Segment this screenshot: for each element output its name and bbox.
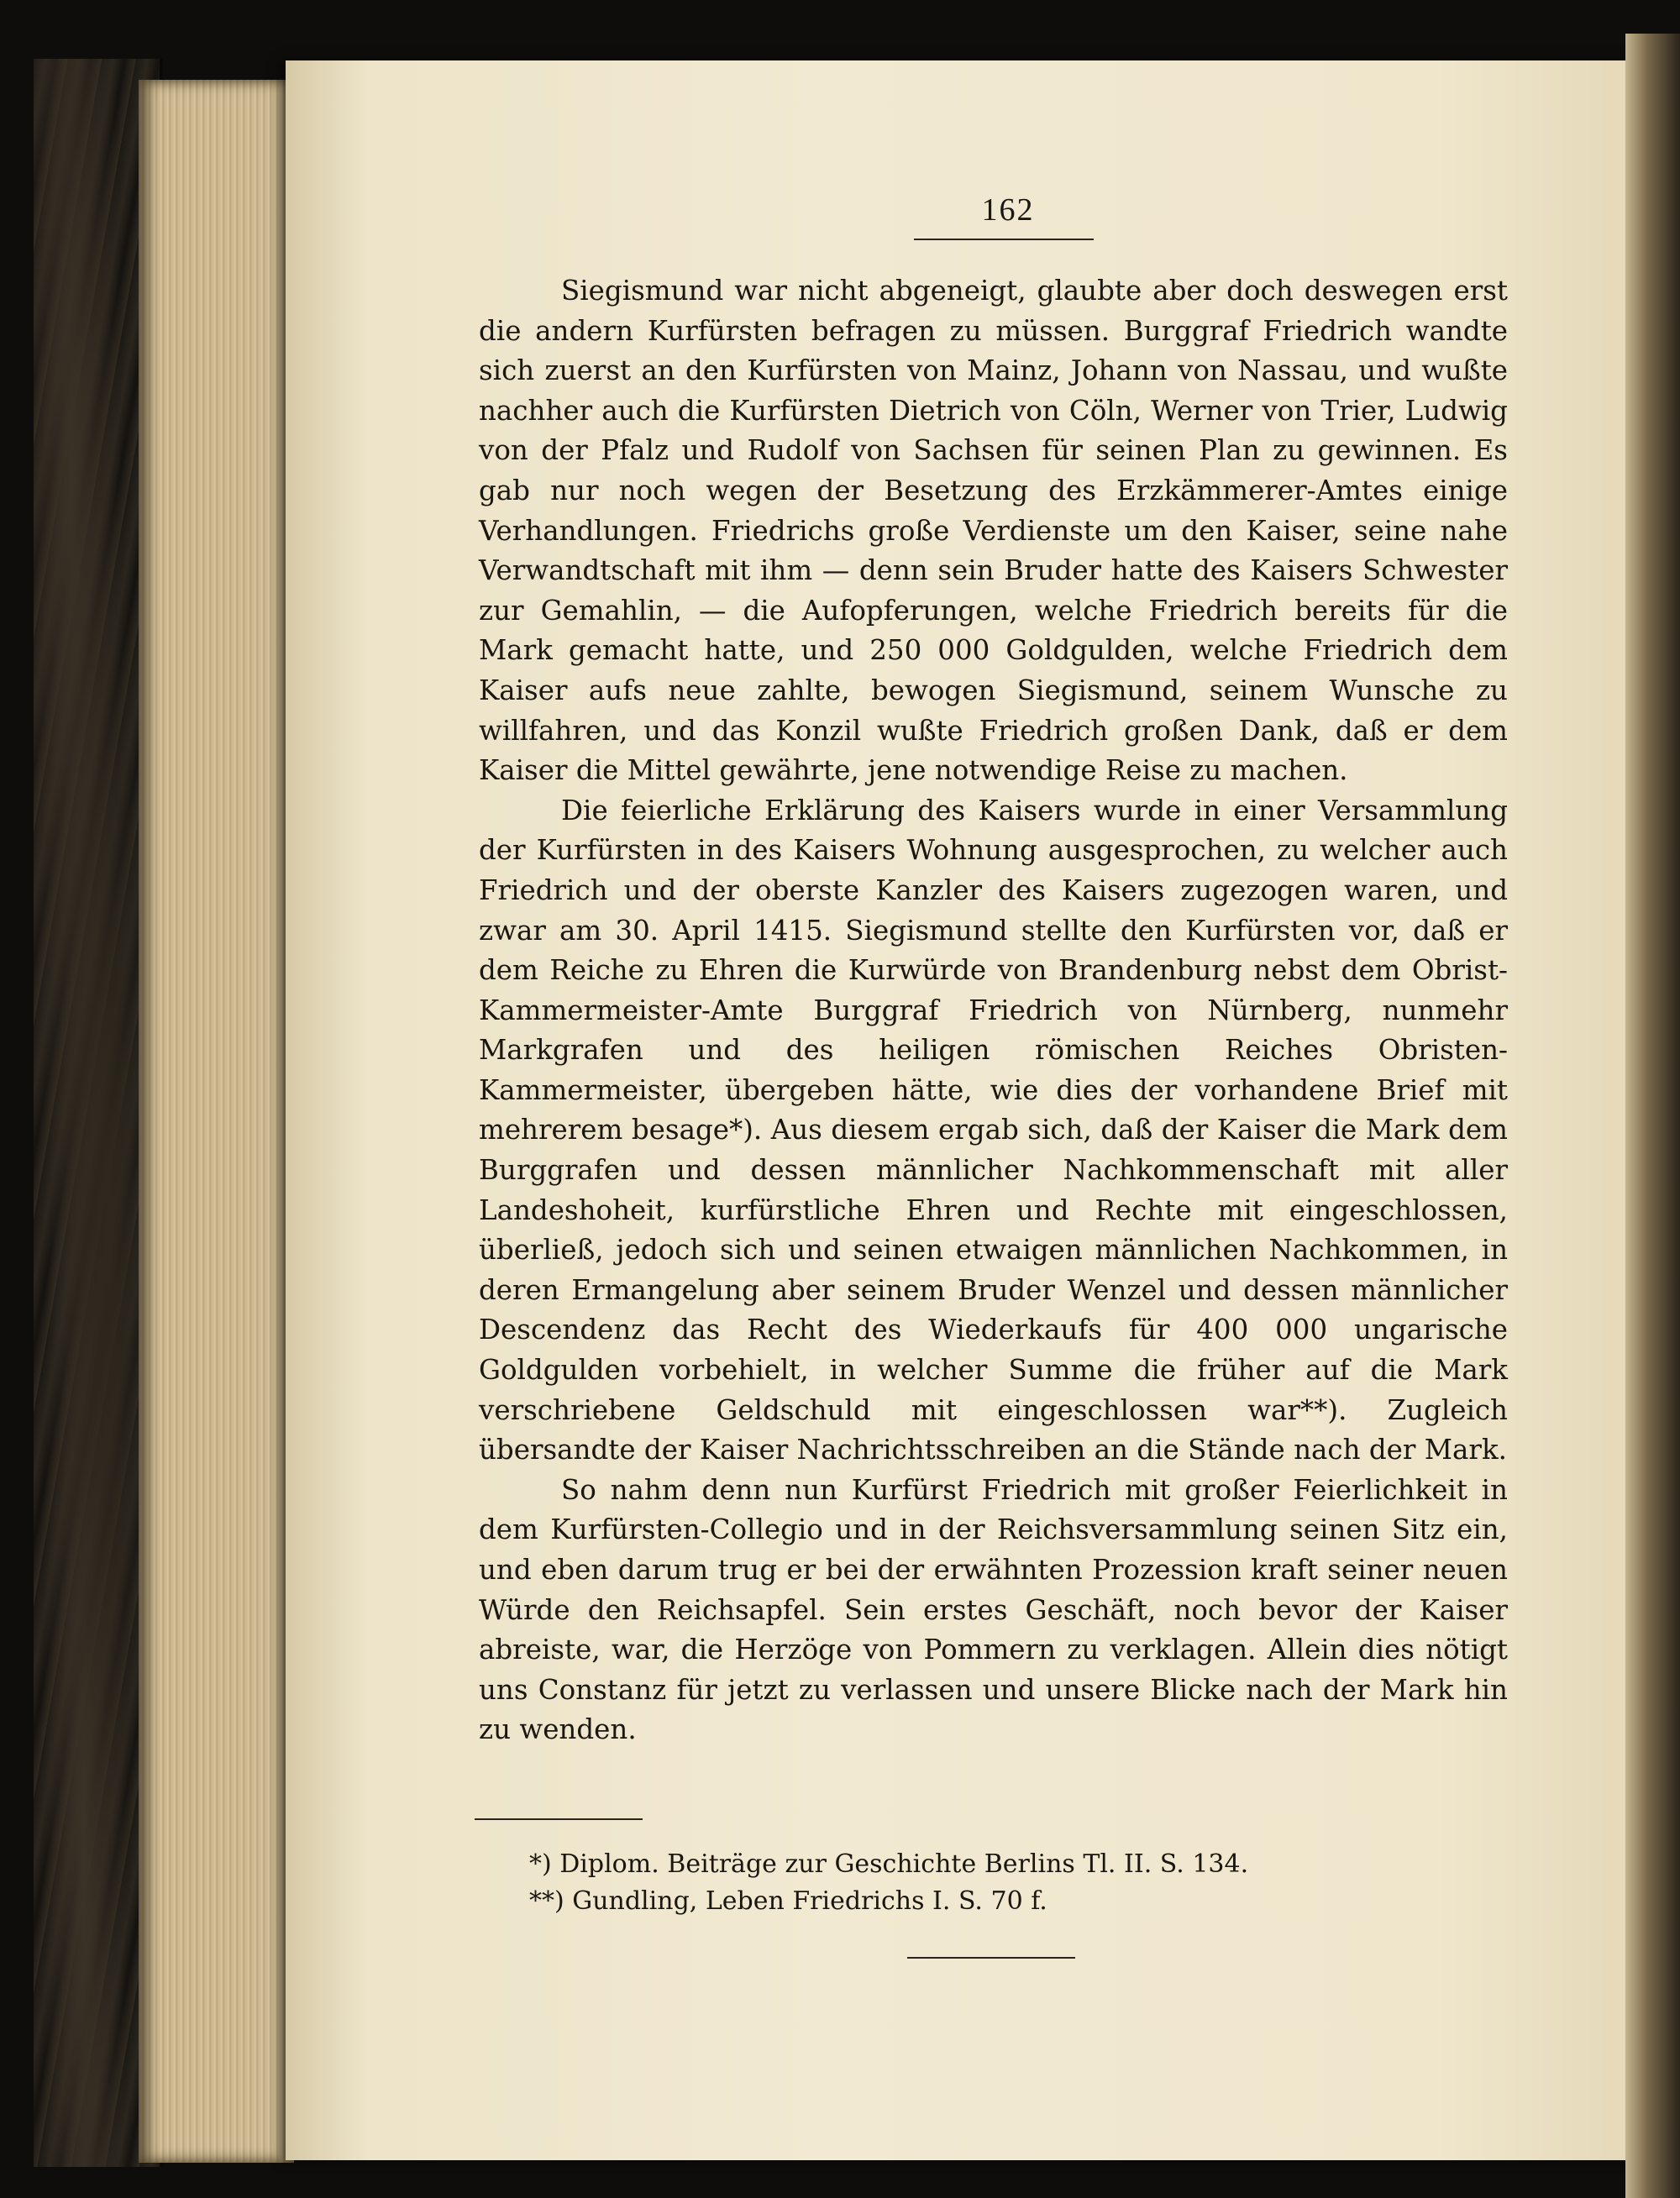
- footnote-separator: [475, 1818, 643, 1820]
- end-rule: [907, 1957, 1075, 1959]
- footnote: **) Gundling, Leben Friedrichs I. S. 70 f.: [529, 1886, 1047, 1916]
- body-text: [479, 271, 1508, 1750]
- footnotes: [529, 1846, 1537, 1920]
- page-number: 162: [981, 192, 1035, 228]
- page-number-rule: [914, 239, 1094, 240]
- paragraph: Die feierliche Erklärung des Kaisers wurde in einer Versammlung der Kurfürsten in des Kaisers Wohnung ausgesprochen, zu welcher auch Friedrich und der oberste Kanzler des Kaisers zugezogen waren, und zwar am 30. April 1415. Siegismund stellte den Kurfürsten vor, daß er dem Reiche zu Ehren die Kurwürde von Brandenburg nebst dem Obrist-Kammermeister-Amte Burggraf Friedrich von Nürnberg, nunmehr Markgrafen und des heiligen römischen Reiches Obristen-Kammermeister, übergeben hätte, wie dies der vorhandene Brief mit mehrerem besage*). Aus diesem ergab sich, daß der Kaiser die Mark dem Burggrafen und dessen männlicher Nachkommenschaft mit aller Landeshoheit, kurfürstliche Ehren und Rechte mit eingeschlossen, überließ, jedoch sich und seinen etwaigen männlichen Nachkommen, in deren Ermangelung aber seinem Bruder Wenzel und dessen männlicher Descendenz das Recht des Wiederkaufs für 400 000 ungarische Goldgulden vorbehielt, in welcher Summe die früher auf die Mark verschriebene Geldschuld mit eingeschlossen war**). Zugleich übersandte der Kaiser Nachrichtsschreiben an die Stände nach der Mark.: [479, 794, 1508, 1466]
- footnote: *) Diplom. Beiträge zur Geschichte Berlins Tl. II. S. 134.: [529, 1849, 1249, 1879]
- paragraph: So nahm denn nun Kurfürst Friedrich mit großer Feierlichkeit in dem Kurfürsten-Collegio und in der Reichsversammlung seinen Sitz ein, und eben darum trug er bei der erwähnten Prozession kraft seiner neuen Würde den Reichsapfel. Sein erstes Geschäft, noch bevor der Kaiser abreiste, war, die Herzöge von Pommern zu verklagen. Allein dies nötigt uns Constanz für jetzt zu verlassen und unsere Blicke nach der Mark hin zu wenden.: [479, 1473, 1508, 1746]
- book-gutter: [1625, 34, 1680, 2198]
- paragraph: Siegismund war nicht abgeneigt, glaubte aber doch deswegen erst die andern Kurfürsten befragen zu müssen. Burggraf Friedrich wandte sich zuerst an den Kurfürsten von Mainz, Johann von Nassau, und wußte nachher auch die Kurfürsten Dietrich von Cöln, Werner von Trier, Ludwig von der Pfalz und Rudolf von Sachsen für seinen Plan zu gewinnen. Es gab nur noch wegen der Besetzung des Erzkämmerer-Amtes einige Verhandlungen. Friedrichs große Verdienste um den Kaiser, seine nahe Verwandtschaft mit ihm — denn sein Bruder hatte des Kaisers Schwester zur Gemahlin, — die Aufopferungen, welche Friedrich bereits für die Mark gemacht hatte, und 250 000 Goldgulden, welche Friedrich dem Kaiser aufs neue zahlte, bewogen Siegismund, seinem Wunsche zu willfahren, und das Konzil wußte Friedrich großen Dank, daß er dem Kaiser die Mittel gewährte, jene notwendige Reise zu machen.: [479, 275, 1508, 787]
- page-edges: [139, 80, 294, 2163]
